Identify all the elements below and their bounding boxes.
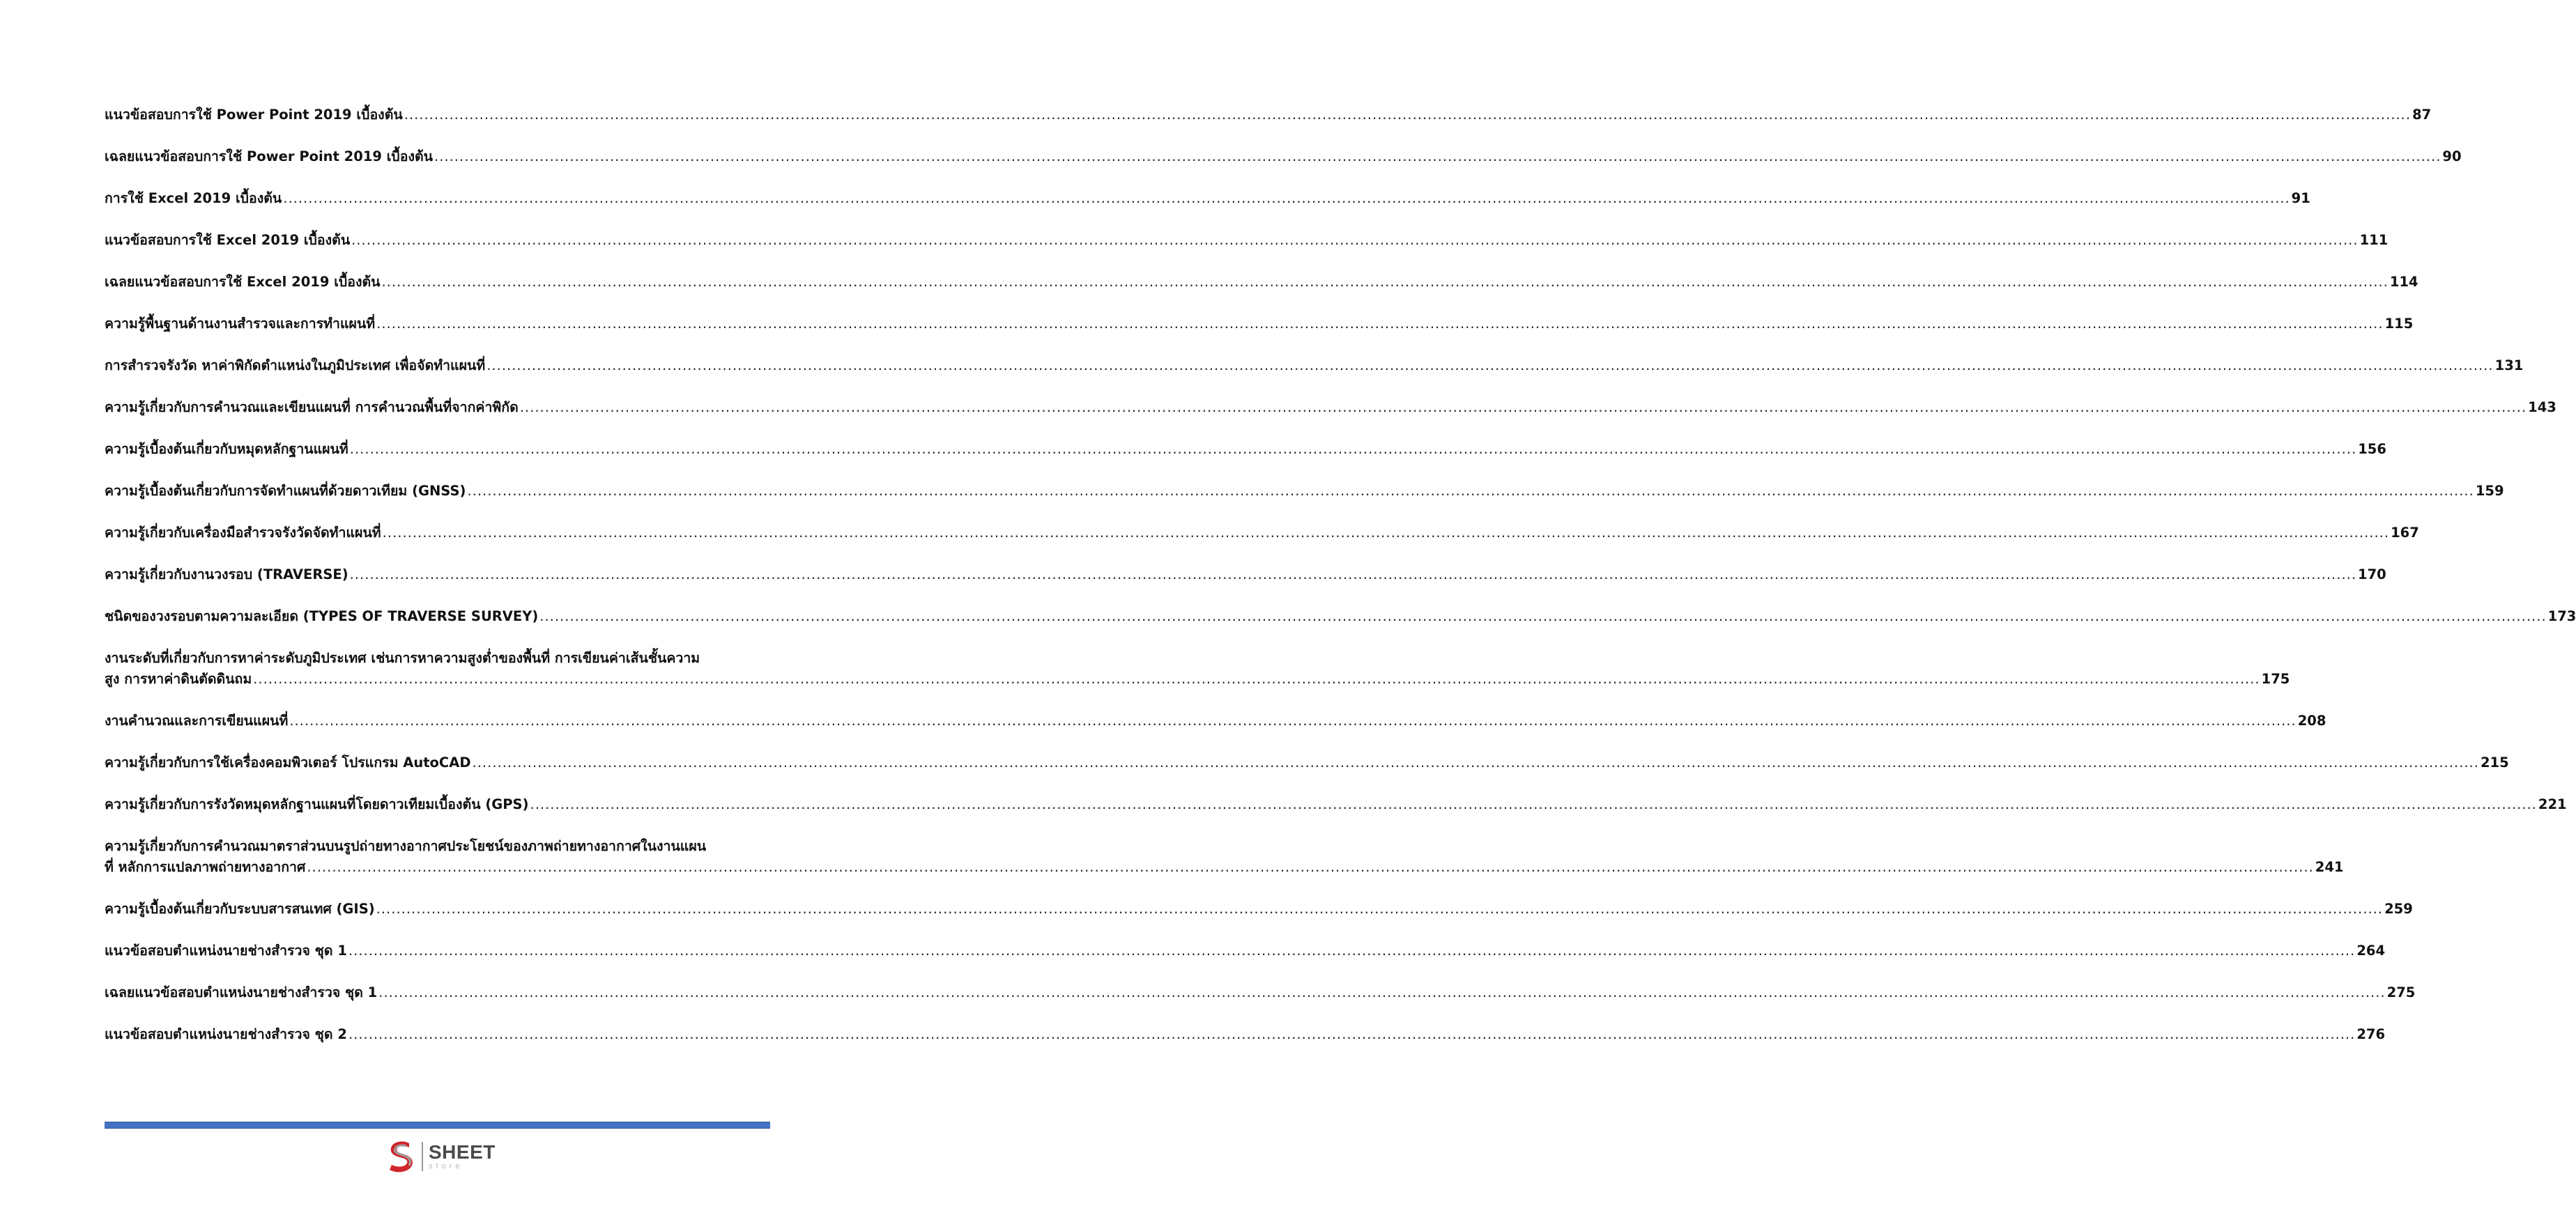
table-of-contents <box>105 105 2576 1066</box>
toc-entry[interactable] <box>105 564 2386 585</box>
toc-page-number: 156 <box>2358 441 2386 457</box>
toc-entry-title: ความรู้พื้นฐานด้านงานสำรวจและการทำแผนที่ <box>105 316 376 332</box>
toc-dot-leader: ................................................................................................................................................................................................................................................................................................................................................................................................................ <box>348 1026 2356 1042</box>
toc-page-number: 159 <box>2475 483 2504 499</box>
toc-dot-leader: ................................................................................................................................................................................................................................................................................................................................................................................................................ <box>382 525 2390 541</box>
footer-rule <box>105 1122 770 1129</box>
toc-entry[interactable] <box>105 481 2504 502</box>
toc-entry-title: งานคำนวณและการเขียนแผนที่ <box>105 713 289 729</box>
toc-entry-title: ความรู้เกี่ยวกับการใช้เครื่องคอมพิวเตอร์ โปรแกรม AutoCAD <box>105 755 471 771</box>
toc-entry-title: เฉลยแนวข้อสอบตำแหน่งนายช่างสำรวจ ชุด 1 <box>105 984 378 1000</box>
toc-entry[interactable] <box>105 941 2386 961</box>
toc-page-number: 131 <box>2494 357 2524 373</box>
toc-dot-leader: ................................................................................................................................................................................................................................................................................................................................................................................................................ <box>486 357 2494 373</box>
toc-dot-leader: ................................................................................................................................................................................................................................................................................................................................................................................................................ <box>307 859 2314 875</box>
toc-page-number: 167 <box>2391 525 2419 541</box>
sheet-store-s-icon <box>385 1139 417 1174</box>
toc-page-number: 91 <box>2291 190 2310 206</box>
toc-entry[interactable] <box>105 397 2556 418</box>
toc-dot-leader: ................................................................................................................................................................................................................................................................................................................................................................................................................ <box>376 901 2384 917</box>
toc-dot-leader: ................................................................................................................................................................................................................................................................................................................................................................................................................ <box>434 148 2441 164</box>
toc-entry-title: การสำรวจรังวัด หาค่าพิกัดตำแหน่งในภูมิประเทศ เพื่อจัดทำแผนที่ <box>105 357 486 373</box>
toc-entry-title: สูง การหาค่าดินตัดดินถม <box>105 671 252 687</box>
toc-page-number: 114 <box>2389 274 2418 290</box>
toc-dot-leader: ................................................................................................................................................................................................................................................................................................................................................................................................................ <box>530 796 2537 812</box>
toc-dot-leader: ................................................................................................................................................................................................................................................................................................................................................................................................................ <box>289 713 2297 729</box>
toc-page-number: 221 <box>2538 796 2567 812</box>
toc-entry-title: ความรู้เกี่ยวกับเครื่องมือสำรวจรังวัดจัดทำแผนที่ <box>105 525 381 541</box>
toc-entry[interactable] <box>105 188 2310 209</box>
toc-entry[interactable] <box>105 314 2414 334</box>
toc-page-number: 173 <box>2547 608 2576 624</box>
toc-page-number: 259 <box>2384 901 2413 917</box>
toc-dot-leader: ................................................................................................................................................................................................................................................................................................................................................................................................................ <box>253 671 2260 687</box>
toc-page-number: 208 <box>2297 713 2326 729</box>
toc-dot-leader: ................................................................................................................................................................................................................................................................................................................................................................................................................ <box>472 755 2479 771</box>
sheet-store-logo <box>385 1137 496 1176</box>
toc-entry[interactable] <box>105 1024 2386 1045</box>
toc-page-number: 241 <box>2315 859 2344 875</box>
toc-entry[interactable] <box>105 711 2326 732</box>
toc-entry-title: ความรู้เกี่ยวกับการรังวัดหมุดหลักฐานแผนที่โดยดาวเทียมเบื้องต้น (GPS) <box>105 796 529 812</box>
toc-dot-leader: ................................................................................................................................................................................................................................................................................................................................................................................................................ <box>351 232 2359 248</box>
toc-dot-leader: ................................................................................................................................................................................................................................................................................................................................................................................................................ <box>519 399 2527 415</box>
toc-page-number: 170 <box>2358 566 2386 582</box>
toc-entry[interactable] <box>105 230 2389 251</box>
toc-page-number: 115 <box>2384 316 2414 332</box>
toc-entry-title: ที่ หลักการแปลภาพถ่ายทางอากาศ <box>105 859 306 875</box>
toc-dot-leader: ................................................................................................................................................................................................................................................................................................................................................................................................................ <box>348 943 2356 959</box>
logo-separator <box>422 1142 423 1171</box>
toc-entry[interactable] <box>105 752 2509 773</box>
toc-entry[interactable] <box>105 523 2419 543</box>
toc-entry[interactable] <box>105 355 2524 376</box>
toc-entry-title: ชนิดของวงรอบตามความละเอียด (TYPES OF TRAVERSE SURVEY) <box>105 608 539 624</box>
toc-dot-leader: ................................................................................................................................................................................................................................................................................................................................................................................................................ <box>467 483 2474 499</box>
toc-entry-title-line1: ความรู้เกี่ยวกับการคำนวณมาตราส่วนบนรูปถ่ายทางอากาศประโยชน์ของภาพถ่ายทางอากาศในงานแผน <box>105 838 707 854</box>
toc-entry-title: ความรู้เกี่ยวกับการคำนวณและเขียนแผนที่ การคำนวณพื้นที่จากค่าพิกัด <box>105 399 519 415</box>
toc-entry-title: แนวข้อสอบการใช้ Power Point 2019 เบื้องต้น <box>105 107 403 123</box>
toc-entry[interactable] <box>105 272 2418 293</box>
toc-dot-leader: ................................................................................................................................................................................................................................................................................................................................................................................................................ <box>376 316 2384 332</box>
toc-entry[interactable] <box>105 439 2386 460</box>
toc-entry[interactable] <box>105 982 2416 1003</box>
toc-page-number: 143 <box>2528 399 2556 415</box>
toc-entry-title-line1: งานระดับที่เกี่ยวกับการหาค่าระดับภูมิประเทศ เช่นการหาความสูงต่ำของพื้นที่ การเขียนค่าเส้นชั้นความ <box>105 650 700 666</box>
toc-entry-title: ความรู้เบื้องต้นเกี่ยวกับหมุดหลักฐานแผนที่ <box>105 441 348 457</box>
toc-page-number: 276 <box>2356 1026 2386 1042</box>
toc-entry[interactable] <box>105 105 2432 125</box>
toc-entry[interactable] <box>105 899 2413 920</box>
toc-dot-leader: ................................................................................................................................................................................................................................................................................................................................................................................................................ <box>378 984 2386 1000</box>
toc-entry-title: ความรู้เบื้องต้นเกี่ยวกับการจัดทำแผนที่ด้วยดาวเทียม (GNSS) <box>105 483 466 499</box>
toc-entry-title: เฉลยแนวข้อสอบการใช้ Power Point 2019 เบื้องต้น <box>105 148 434 164</box>
toc-entry-title: ความรู้เบื้องต้นเกี่ยวกับระบบสารสนเทศ (GIS) <box>105 901 375 917</box>
toc-dot-leader: ................................................................................................................................................................................................................................................................................................................................................................................................................ <box>381 274 2389 290</box>
toc-entry-title: แนวข้อสอบตำแหน่งนายช่างสำรวจ ชุด 1 <box>105 943 347 959</box>
toc-dot-leader: ................................................................................................................................................................................................................................................................................................................................................................................................................ <box>349 566 2357 582</box>
toc-page-number: 175 <box>2261 671 2290 687</box>
toc-entry-title: ความรู้เกี่ยวกับงานวงรอบ (TRAVERSE) <box>105 566 348 582</box>
toc-dot-leader: ................................................................................................................................................................................................................................................................................................................................................................................................................ <box>404 107 2412 123</box>
toc-entry[interactable] <box>105 794 2567 815</box>
toc-entry[interactable] <box>105 606 2576 627</box>
toc-entry-title: แนวข้อสอบการใช้ Excel 2019 เบื้องต้น <box>105 232 351 248</box>
toc-dot-leader: ................................................................................................................................................................................................................................................................................................................................................................................................................ <box>349 441 2357 457</box>
logo-subtext: store <box>429 1162 463 1170</box>
toc-page-number: 90 <box>2442 148 2462 164</box>
toc-entry-title: การใช้ Excel 2019 เบื้องต้น <box>105 190 282 206</box>
toc-entry[interactable] <box>105 146 2462 167</box>
toc-entry[interactable] <box>105 648 2290 690</box>
toc-page-number: 87 <box>2412 107 2432 123</box>
toc-page-number: 111 <box>2359 232 2389 248</box>
toc-page-number: 264 <box>2356 943 2386 959</box>
toc-page-number: 275 <box>2386 984 2416 1000</box>
toc-entry-title: เฉลยแนวข้อสอบการใช้ Excel 2019 เบื้องต้น <box>105 274 381 290</box>
toc-entry-title: แนวข้อสอบตำแหน่งนายช่างสำรวจ ชุด 2 <box>105 1026 347 1042</box>
logo-wordmark: SHEET <box>429 1141 496 1163</box>
toc-dot-leader: ................................................................................................................................................................................................................................................................................................................................................................................................................ <box>539 608 2547 624</box>
toc-dot-leader: ................................................................................................................................................................................................................................................................................................................................................................................................................ <box>283 190 2290 206</box>
toc-page-number: 215 <box>2480 755 2509 771</box>
toc-entry[interactable] <box>105 836 2344 878</box>
